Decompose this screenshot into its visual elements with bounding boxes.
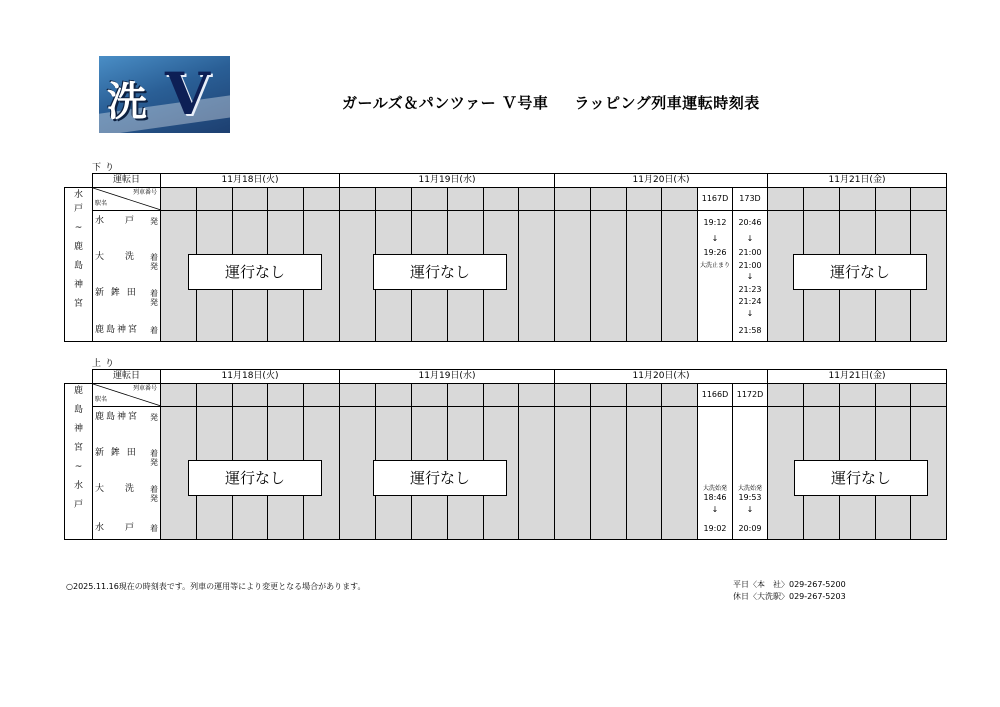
no-service-box: 運行なし — [373, 254, 507, 290]
station-row: 大 洗 着 発 — [95, 252, 158, 271]
date-header: 11月20日(木) — [555, 174, 768, 188]
station-name-label: 駅名 — [95, 200, 108, 207]
station-name-label: 駅名 — [95, 396, 108, 403]
no-service-box: 運行なし — [373, 460, 507, 496]
title-sub: ラッピング列車運転時刻表 — [574, 94, 760, 112]
unten-bi-label: 運転日 — [93, 174, 161, 188]
route-label: 水 戸 ~ 鹿 島 神 宮 — [65, 188, 93, 342]
station-row: 新 鉾 田 着 発 — [95, 448, 158, 467]
footer-note: ○2025.11.16現在の時刻表です。列車の運用等により変更となる場合があります。 — [66, 582, 366, 591]
down-section-label: 下り — [92, 163, 119, 173]
train-number: 1172D — [733, 384, 768, 407]
station-list — [93, 407, 161, 540]
date-header: 11月21日(金) — [768, 370, 947, 384]
header-diagonal-cell — [93, 384, 161, 407]
up-section-label: 上り — [92, 359, 119, 369]
up-timetable — [64, 369, 947, 540]
phone-weekday: 平日〈本 社〉029-267-5200 — [733, 580, 846, 589]
page-title — [342, 92, 760, 113]
logo-kanji: 洗 — [107, 79, 147, 125]
station-list — [93, 211, 161, 342]
header-diagonal-cell — [93, 188, 161, 211]
train-no-label: 列車番号 — [132, 385, 157, 392]
station-row: 新 鉾 田 着 発 — [95, 288, 158, 307]
train-times-173D: 20:46 ↓ 21:00 21:00 ↓ 21:23 21:24 ↓ 21:58 — [733, 211, 768, 342]
station-row: 鹿島神宮 発 — [95, 412, 158, 422]
phone-holiday: 休日〈大洗駅〉029-267-5203 — [733, 592, 846, 601]
title-main: ガールズ＆パンツァー Ｖ号車 — [342, 94, 549, 112]
train-number: 173D — [733, 188, 768, 211]
no-service-box: 運行なし — [794, 460, 928, 496]
logo-letter: V — [165, 60, 211, 128]
train-number: 1167D — [698, 188, 733, 211]
station-row: 鹿島神宮 着 — [95, 325, 158, 335]
station-row: 水 戸 発 — [95, 216, 158, 226]
unten-bi-label: 運転日 — [93, 370, 161, 384]
date-header: 11月19日(水) — [340, 174, 555, 188]
date-header: 11月21日(金) — [768, 174, 947, 188]
logo-image — [99, 56, 230, 133]
train-no-label: 列車番号 — [132, 189, 157, 196]
train-number: 1166D — [698, 384, 733, 407]
station-row: 大 洗 着 発 — [95, 484, 158, 503]
route-label: 鹿 島 神 宮 ~ 水 戸 — [65, 384, 93, 540]
no-service-box: 運行なし — [188, 254, 322, 290]
date-header: 11月18日(火) — [161, 370, 340, 384]
date-header: 11月20日(木) — [555, 370, 768, 384]
date-header: 11月18日(火) — [161, 174, 340, 188]
train-times-1167D: 19:12 ↓ 19:26 大洗止まり — [698, 211, 733, 342]
train-times-1172D: 大洗始発 19:53 ↓ 20:09 — [733, 407, 768, 540]
station-row: 水 戸 着 — [95, 523, 158, 533]
train-times-1166D: 大洗始発 18:46 ↓ 19:02 — [698, 407, 733, 540]
date-header: 11月19日(水) — [340, 370, 555, 384]
no-service-box: 運行なし — [793, 254, 927, 290]
no-service-box: 運行なし — [188, 460, 322, 496]
